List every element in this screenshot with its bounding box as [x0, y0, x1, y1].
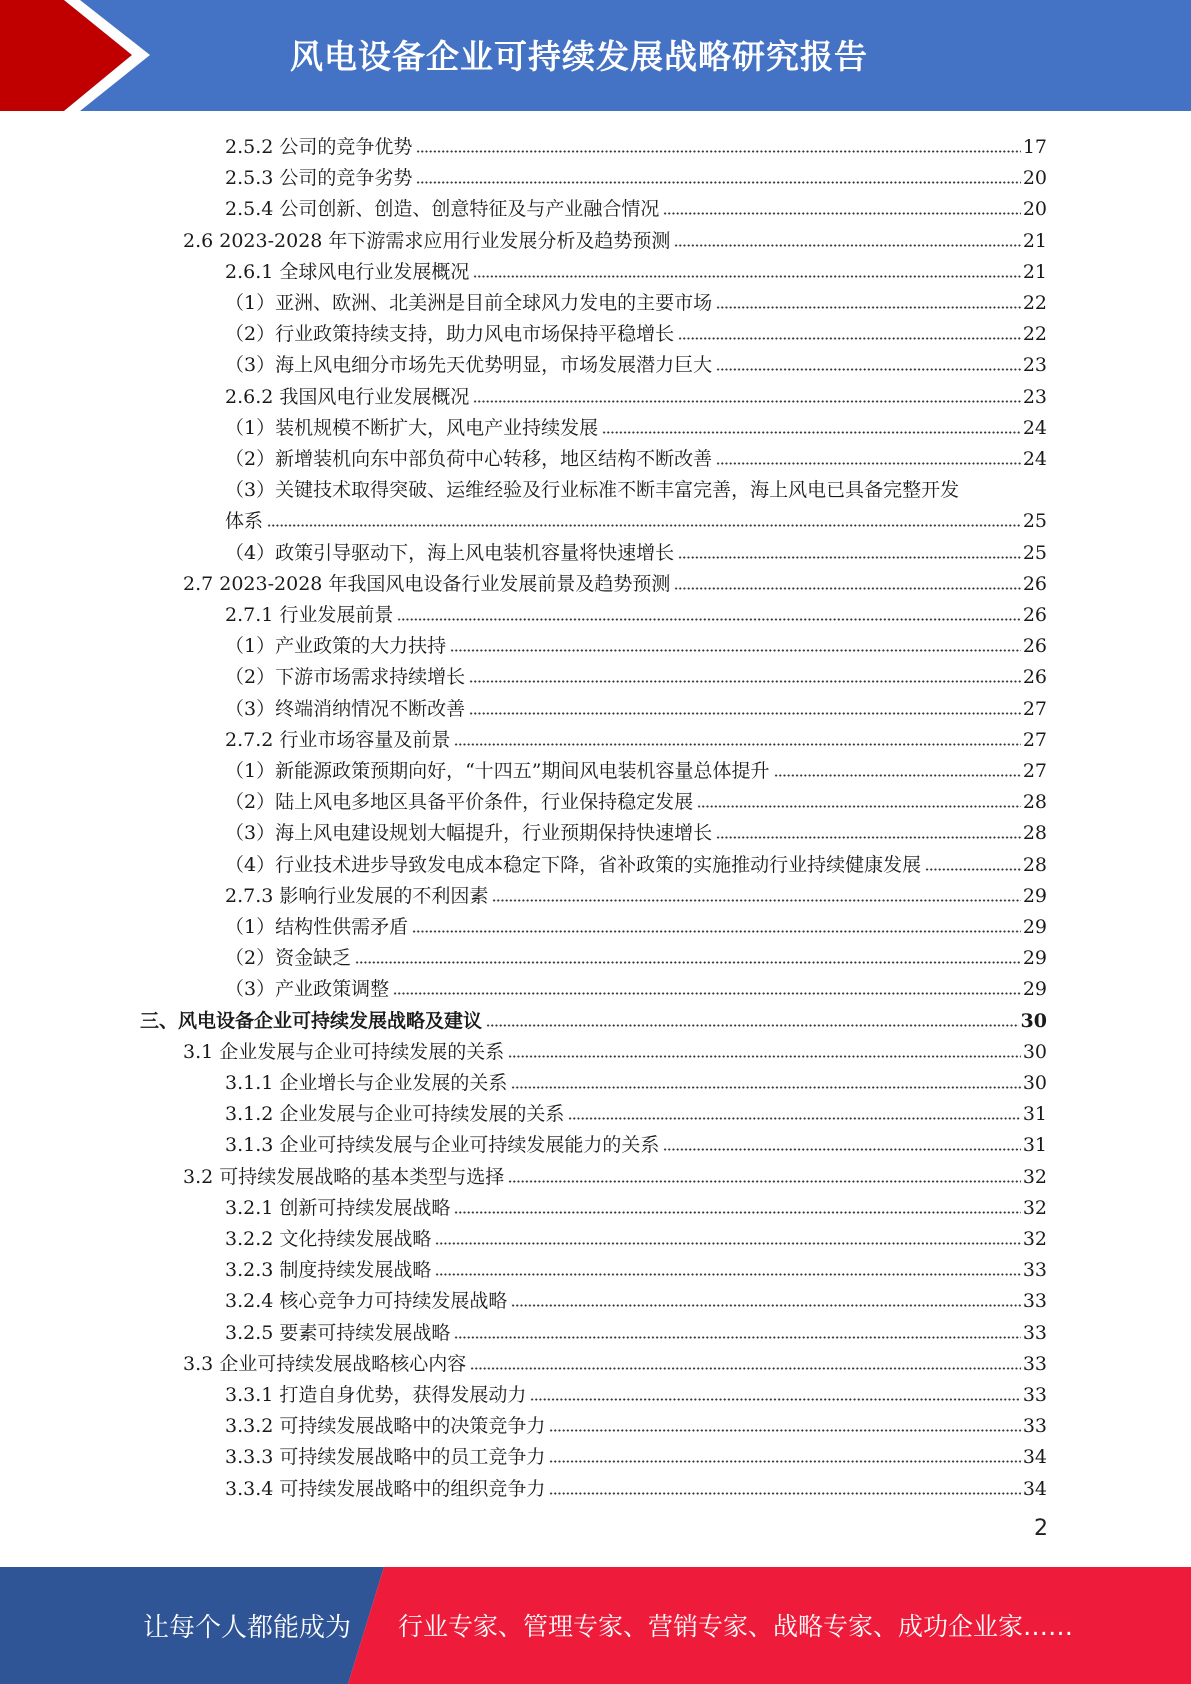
- toc-entry[interactable]: [225, 534, 1047, 565]
- toc-dot-leader: [486, 1024, 1019, 1027]
- toc-entry[interactable]: [225, 1126, 1047, 1157]
- toc-entry-title: 2.6.2 我国风电行业发展概况: [225, 385, 470, 408]
- toc-dot-leader: [393, 992, 1021, 995]
- toc-entry[interactable]: [225, 378, 1047, 409]
- toc-entry[interactable]: [225, 627, 1047, 658]
- page-number: 2: [1034, 1516, 1048, 1541]
- toc-dot-leader: [716, 306, 1021, 309]
- toc-dot-leader: [511, 1086, 1020, 1089]
- toc-entry-title: （3）关键技术取得突破、运维经验及行业标准不断丰富完善，海上风电已具备完整开发: [225, 479, 960, 502]
- toc-entry[interactable]: [225, 1438, 1047, 1469]
- toc-entry-page: 17: [1022, 136, 1047, 158]
- toc-entry[interactable]: [225, 1314, 1047, 1345]
- toc-dot-leader: [697, 805, 1021, 808]
- toc-entry-title: 3.3.3 可持续发展战略中的员工竞争力: [225, 1446, 546, 1469]
- toc-entry[interactable]: [225, 846, 1047, 877]
- toc-entry-title: （2）下游市场需求持续增长: [225, 666, 466, 689]
- toc-entry-page: 31: [1022, 1134, 1047, 1157]
- toc-entry-page: 26: [1022, 635, 1047, 658]
- toc-entry-page: 21: [1022, 260, 1047, 283]
- toc-entry-page: 27: [1022, 697, 1047, 720]
- toc-dot-leader: [674, 244, 1020, 247]
- toc-entry-title: （1）产业政策的大力扶持: [225, 635, 447, 658]
- toc-entry[interactable]: [225, 284, 1047, 315]
- footer-slogan-left: 让每个人都能成为: [143, 1613, 352, 1643]
- toc-entry[interactable]: [225, 690, 1047, 721]
- toc-entry-title: 2.6.1 全球风电行业发展概况: [225, 260, 470, 283]
- toc-entry[interactable]: [225, 783, 1047, 814]
- toc-dot-leader: [473, 400, 1020, 403]
- toc-entry-page: 28: [1022, 791, 1047, 814]
- toc-entry-page: 29: [1022, 916, 1047, 938]
- toc-entry-page: 33: [1022, 1259, 1047, 1282]
- toc-entry-page: 34: [1022, 1477, 1047, 1500]
- toc-dot-leader: [663, 1148, 1020, 1151]
- toc-entry[interactable]: [225, 1189, 1047, 1220]
- toc-entry[interactable]: [225, 1064, 1047, 1095]
- toc-entry-page: 25: [1022, 541, 1047, 564]
- toc-entry[interactable]: [225, 814, 1047, 845]
- toc-entry-title: （2）陆上风电多地区具备平价条件，行业保持稳定发展: [225, 791, 694, 814]
- toc-entry-title: （1）结构性供需矛盾: [225, 916, 409, 938]
- page-footer: [0, 1567, 1191, 1684]
- toc-entry[interactable]: [225, 939, 1047, 970]
- toc-dot-leader: [549, 1460, 1020, 1463]
- toc-entry-title: 2.7 2023-2028 年我国风电设备行业发展前景及趋势预测: [183, 572, 671, 595]
- toc-dot-leader: [454, 1211, 1020, 1214]
- toc-entry-title: 三、风电设备企业可持续发展战略及建议: [140, 1009, 483, 1032]
- toc-entry-title: 2.5.4 公司创新、创造、创意特征及与产业融合情况: [225, 198, 660, 221]
- toc-dot-leader: [473, 275, 1020, 278]
- toc-entry-title: （4）行业技术进步导致发电成本稳定下降，省补政策的实施推动行业持续健康发展: [225, 853, 922, 876]
- toc-dot-leader: [492, 899, 1020, 902]
- toc-entry-page: 29: [1022, 884, 1047, 907]
- toc-entry[interactable]: [225, 752, 1047, 783]
- toc-dot-leader: [454, 1336, 1020, 1339]
- toc-entry-page: 23: [1022, 385, 1047, 408]
- toc-entry-title: （1）亚洲、欧洲、北美洲是目前全球风力发电的主要市场: [225, 292, 713, 314]
- toc-dot-leader: [511, 1304, 1020, 1307]
- toc-dot-leader: [469, 712, 1021, 715]
- toc-entry[interactable]: [225, 721, 1047, 752]
- toc-entry[interactable]: [225, 877, 1047, 908]
- toc-entry[interactable]: [183, 1345, 1047, 1376]
- toc-entry-page: 31: [1022, 1103, 1047, 1126]
- toc-entry-title: 2.7.2 行业市场容量及前景: [225, 728, 451, 751]
- toc-entry-title: （2）资金缺乏: [225, 947, 352, 970]
- page-header: [0, 0, 1191, 111]
- toc-entry-title: （1）装机规模不断扩大，风电产业持续发展: [225, 416, 599, 439]
- toc-entry[interactable]: [225, 1220, 1047, 1251]
- toc-entry-title: （4）政策引导驱动下，海上风电装机容量将快速增长: [225, 541, 675, 564]
- toc-entry-page: 30: [1022, 1040, 1047, 1063]
- toc-entry-title: 3.2.5 要素可持续发展战略: [225, 1321, 451, 1344]
- toc-dot-leader: [602, 431, 1021, 434]
- toc-entry-page: 33: [1022, 1415, 1047, 1438]
- toc-entry-page: 26: [1022, 604, 1047, 626]
- toc-entry-page: 26: [1022, 572, 1047, 595]
- toc-entry[interactable]: [183, 222, 1047, 253]
- toc-dot-leader: [663, 212, 1020, 215]
- toc-entry-page: 22: [1022, 292, 1047, 314]
- toc-entry[interactable]: [225, 471, 1047, 502]
- toc-dot-leader: [412, 930, 1021, 933]
- toc-entry-page: 30: [1020, 1009, 1047, 1032]
- toc-entry-page: 33: [1022, 1384, 1047, 1406]
- toc-entry[interactable]: [225, 253, 1047, 284]
- toc-entry[interactable]: [225, 128, 1047, 159]
- toc-dot-leader: [549, 1429, 1020, 1432]
- toc-dot-leader: [508, 1055, 1021, 1058]
- toc-dot-leader: [450, 649, 1021, 652]
- toc-dot-leader: [716, 836, 1021, 839]
- toc-dot-leader: [355, 961, 1021, 964]
- toc-entry-title: 2.7.3 影响行业发展的不利因素: [225, 884, 489, 907]
- toc-dot-leader: [469, 680, 1021, 683]
- toc-dot-leader: [716, 368, 1021, 371]
- toc-entry[interactable]: [183, 1033, 1047, 1064]
- toc-entry[interactable]: [140, 1002, 1047, 1033]
- toc-entry[interactable]: [225, 409, 1047, 440]
- toc-entry-title: 体系: [225, 510, 264, 533]
- toc-entry[interactable]: [225, 1282, 1047, 1313]
- toc-entry-title: 3.3.1 打造自身优势，获得发展动力: [225, 1384, 527, 1406]
- toc-entry-title: （3）终端消纳情况不断改善: [225, 697, 466, 720]
- toc-entry-title: 2.6 2023-2028 年下游需求应用行业发展分析及趋势预测: [183, 229, 671, 252]
- toc-entry-title: （3）海上风电建设规划大幅提升，行业预期保持快速增长: [225, 822, 713, 845]
- toc-dot-leader: [470, 1367, 1021, 1370]
- toc-entry-page: 33: [1022, 1321, 1047, 1344]
- toc-dot-leader: [774, 774, 1021, 777]
- toc-entry-title: （2）行业政策持续支持，助力风电市场保持平稳增长: [225, 323, 675, 346]
- toc-entry-page: 20: [1022, 167, 1047, 190]
- toc-dot-leader: [508, 1180, 1021, 1183]
- toc-entry-title: 2.5.2 公司的竞争优势: [225, 136, 413, 158]
- toc-entry-page: 22: [1022, 323, 1047, 346]
- toc-entry-title: 3.1.3 企业可持续发展与企业可持续发展能力的关系: [225, 1134, 660, 1157]
- toc-entry-page: 28: [1022, 822, 1047, 845]
- toc-entry[interactable]: [225, 1095, 1047, 1126]
- toc-entry-title: 3.2.2 文化持续发展战略: [225, 1228, 432, 1250]
- toc-dot-leader: [678, 337, 1021, 340]
- toc-entry[interactable]: [225, 1376, 1047, 1407]
- toc-entry-title: 3.3 企业可持续发展战略核心内容: [183, 1352, 467, 1375]
- toc-entry[interactable]: [225, 658, 1047, 689]
- toc-entry-title: 2.5.3 公司的竞争劣势: [225, 167, 413, 190]
- toc-entry-title: （1）新能源政策预期向好，“十四五”期间风电装机容量总体提升: [225, 760, 770, 782]
- toc-entry[interactable]: [183, 1158, 1047, 1189]
- toc-entry[interactable]: [225, 596, 1047, 627]
- toc-dot-leader: [568, 1117, 1020, 1120]
- toc-entry-page: 32: [1022, 1228, 1047, 1250]
- toc-dot-leader: [416, 181, 1020, 184]
- toc-entry[interactable]: [225, 346, 1047, 377]
- toc-dot-leader: [397, 618, 1020, 621]
- toc-entry-title: 3.2.3 制度持续发展战略: [225, 1259, 432, 1282]
- toc-dot-leader: [454, 743, 1020, 746]
- toc-dot-leader: [549, 1492, 1020, 1495]
- toc-entry-page: 23: [1022, 354, 1047, 377]
- toc-dot-leader: [267, 524, 1021, 527]
- toc-entry[interactable]: [225, 1251, 1047, 1282]
- toc-entry-page: 27: [1022, 728, 1047, 751]
- toc-entry-page: 34: [1022, 1446, 1047, 1469]
- toc-entry-title: 3.2.4 核心竞争力可持续发展战略: [225, 1290, 508, 1313]
- toc-entry[interactable]: [225, 970, 1047, 1001]
- toc-entry-title: 3.3.2 可持续发展战略中的决策竞争力: [225, 1415, 546, 1438]
- toc-entry[interactable]: [225, 1470, 1047, 1501]
- toc-entry-title: 3.2 可持续发展战略的基本类型与选择: [183, 1165, 505, 1188]
- toc-entry[interactable]: [225, 440, 1047, 471]
- toc-entry-page: 27: [1022, 760, 1047, 782]
- toc-dot-leader: [925, 868, 1021, 871]
- toc-entry-page: 25: [1022, 510, 1047, 533]
- toc-entry-page: 24: [1022, 416, 1047, 439]
- toc-dot-leader: [530, 1398, 1020, 1401]
- toc-entry[interactable]: [225, 908, 1047, 939]
- toc-entry[interactable]: [183, 565, 1047, 596]
- toc-entry-title: （2）新增装机向东中部负荷中心转移，地区结构不断改善: [225, 448, 713, 470]
- toc-entry[interactable]: [225, 1407, 1047, 1438]
- toc-entry-page: 29: [1022, 978, 1047, 1001]
- footer-slogan-right: 行业专家、管理专家、营销专家、战略专家、成功企业家……: [398, 1612, 1074, 1641]
- toc-entry-page: 32: [1022, 1196, 1047, 1219]
- toc-entry-title: （3）海上风电细分市场先天优势明显，市场发展潜力巨大: [225, 354, 713, 377]
- toc-entry-page: 33: [1022, 1290, 1047, 1313]
- toc-entry[interactable]: [225, 315, 1047, 346]
- toc-dot-leader: [435, 1273, 1020, 1276]
- toc-entry-title: 3.3.4 可持续发展战略中的组织竞争力: [225, 1477, 546, 1500]
- toc-entry-title: 3.1.2 企业发展与企业可持续发展的关系: [225, 1103, 565, 1126]
- toc-dot-leader: [435, 1242, 1020, 1245]
- toc-entry-page: 32: [1022, 1165, 1047, 1188]
- toc-dot-leader: [716, 462, 1021, 465]
- toc-entry[interactable]: [225, 502, 1047, 533]
- toc-entry-page: 29: [1022, 947, 1047, 970]
- toc-entry-title: 2.7.1 行业发展前景: [225, 604, 394, 626]
- toc-entry-title: （3）产业政策调整: [225, 978, 390, 1001]
- toc-dot-leader: [678, 556, 1021, 559]
- toc-entry-page: 20: [1022, 198, 1047, 221]
- toc-dot-leader: [674, 587, 1020, 590]
- report-title: 风电设备企业可持续发展战略研究报告: [290, 37, 868, 76]
- toc-entry-title: 3.2.1 创新可持续发展战略: [225, 1196, 451, 1219]
- toc-entry-page: 33: [1022, 1352, 1047, 1375]
- toc-entry-page: 28: [1022, 853, 1047, 876]
- toc-entry-page: 26: [1022, 666, 1047, 689]
- toc-entry-page: 24: [1022, 448, 1047, 470]
- toc-entry-title: 3.1 企业发展与企业可持续发展的关系: [183, 1040, 505, 1063]
- toc-entry-page: 21: [1022, 229, 1047, 252]
- toc-entry-title: 3.1.1 企业增长与企业发展的关系: [225, 1072, 508, 1094]
- toc-dot-leader: [416, 150, 1020, 153]
- toc-entry[interactable]: [225, 159, 1047, 190]
- toc-entry-page: 30: [1022, 1072, 1047, 1094]
- toc-entry[interactable]: [225, 190, 1047, 221]
